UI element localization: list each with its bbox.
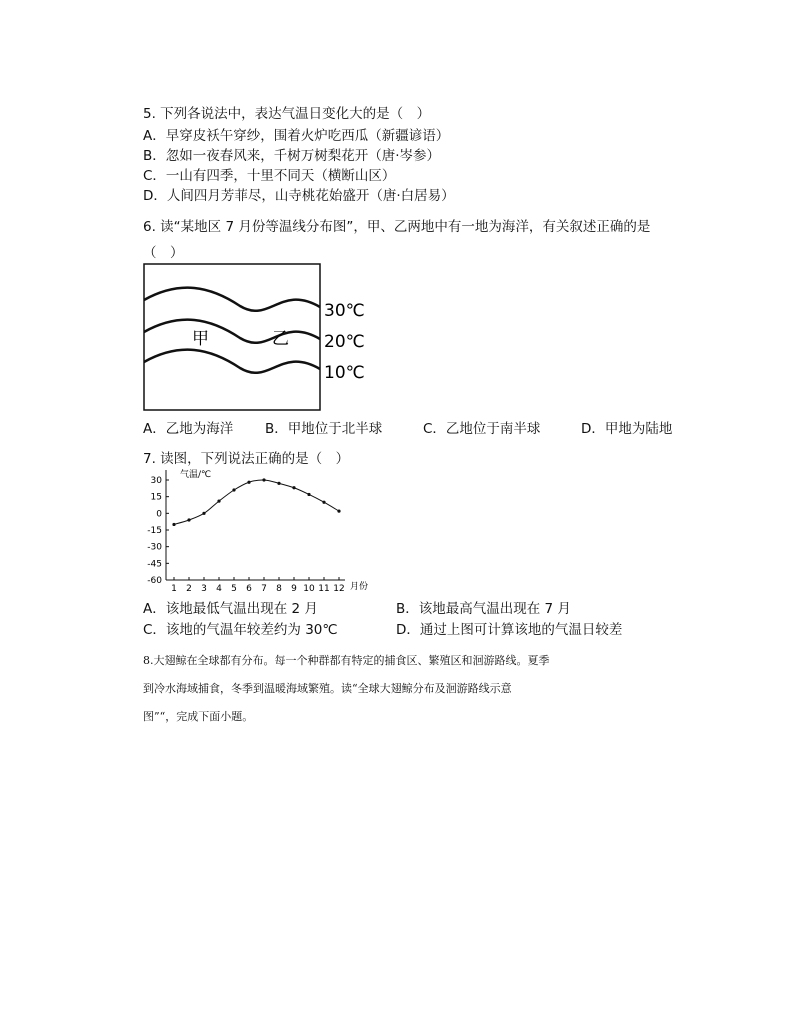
y-tick-label: -15 <box>147 526 162 536</box>
place-label-yi: 乙 <box>272 329 289 349</box>
y-tick-label: -30 <box>147 542 162 553</box>
x-tick-label: 10 <box>303 584 315 594</box>
q7-option-a: A．该地最低气温出现在 2 月 <box>143 601 318 617</box>
y-tick-label: 0 <box>156 509 162 520</box>
isotherm-figure <box>140 262 370 414</box>
q6-option-c: C．乙地位于南半球 <box>423 421 541 437</box>
q6-option-b: B．甲地位于北半球 <box>265 421 383 437</box>
data-point <box>292 486 295 489</box>
q6-option-d: D．甲地为陆地 <box>581 421 673 437</box>
data-point <box>202 512 205 515</box>
chart-xlabel: 月份 <box>350 582 369 592</box>
isotherm-frame <box>144 264 320 410</box>
x-tick-label: 6 <box>246 584 252 594</box>
place-label-jia: 甲 <box>192 329 209 349</box>
x-tick-label: 11 <box>318 584 330 594</box>
q5-option-c: C．一山有四季，十里不同天（横断山区） <box>143 168 396 184</box>
q5-option-a: A．早穿皮袄午穿纱，围着火炉吃西瓜（新疆谚语） <box>143 128 450 144</box>
q5-option-b: B．忽如一夜春风来，千树万树梨花开（唐·岑参） <box>143 148 441 164</box>
data-point <box>322 501 325 504</box>
iso-label-30: 30℃ <box>324 301 365 321</box>
q8-line-2: 到冷水海域捕食，冬季到温暖海域繁殖。读“全球大翅鲸分布及洄游路线示意 <box>143 682 512 695</box>
q7-stem: 7. 读图，下列说法正确的是（ ） <box>143 451 350 467</box>
x-tick-label: 3 <box>201 584 207 594</box>
q6-stem: 6. 读“某地区 7 月份等温线分布图”，甲、乙两地中有一地为海洋，有关叙述正确的是 <box>143 219 651 235</box>
chart-ylabel: 气温/℃ <box>180 470 212 480</box>
y-tick-label: 15 <box>150 492 162 503</box>
temperature-series-line <box>174 480 339 524</box>
temperature-chart <box>140 464 390 596</box>
q5-option-d: D．人间四月芳菲尽，山寺桃花始盛开（唐·白居易） <box>143 188 455 204</box>
x-tick-label: 8 <box>276 584 282 594</box>
data-point <box>187 518 190 521</box>
x-tick-label: 9 <box>291 584 297 594</box>
q8-line-1: 8.大翅鲸在全球都有分布。每一个种群都有特定的捕食区、繁殖区和洄游路线。夏季 <box>143 654 550 667</box>
x-tick-label: 5 <box>231 584 237 594</box>
data-point <box>247 481 250 484</box>
y-tick-label: 30 <box>150 476 162 486</box>
q5-stem: 5. 下列各说法中，表达气温日变化大的是（ ） <box>143 106 431 122</box>
y-tick-label: -60 <box>147 576 162 586</box>
data-point <box>337 510 340 513</box>
q8-line-3: 图”“，完成下面小题。 <box>143 710 254 723</box>
data-point <box>232 488 235 491</box>
iso-label-20: 20℃ <box>324 332 365 352</box>
data-point <box>217 500 220 503</box>
data-point <box>172 523 175 526</box>
q7-option-b: B．该地最高气温出现在 7 月 <box>396 601 571 617</box>
iso-label-10: 10℃ <box>324 363 365 383</box>
q6-stem-paren: （ ） <box>143 245 184 261</box>
q6-option-a: A．乙地为海洋 <box>143 421 234 437</box>
x-tick-label: 4 <box>216 584 222 594</box>
q7-option-c: C．该地的气温年较差约为 30℃ <box>143 622 338 638</box>
x-tick-label: 7 <box>261 584 267 594</box>
x-tick-label: 12 <box>333 584 345 594</box>
y-tick-label: -45 <box>147 559 162 570</box>
data-point <box>262 478 265 481</box>
q7-option-d: D．通过上图可计算该地的气温日较差 <box>396 622 623 638</box>
x-tick-label: 1 <box>171 584 177 594</box>
data-point <box>277 482 280 485</box>
x-tick-label: 2 <box>186 584 192 594</box>
data-point <box>307 493 310 496</box>
